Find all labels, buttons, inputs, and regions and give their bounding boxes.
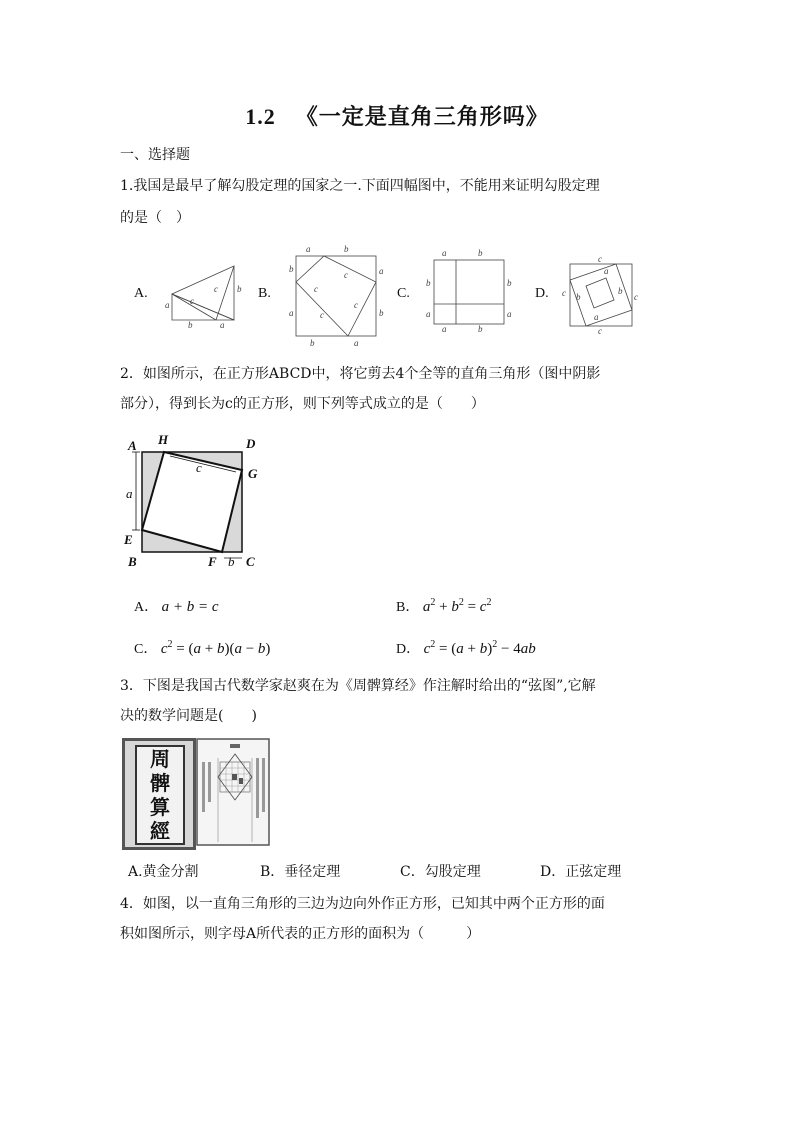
label-b: b <box>426 278 431 288</box>
page-title <box>0 100 794 131</box>
label-b: b <box>237 284 242 294</box>
q2-option-c-expr: $c^2 = (a + b)(a - b)$ <box>160 639 271 657</box>
q2-option-b-expr: $a^2 + b^2 = c^2$ <box>422 597 492 615</box>
label-b: b <box>618 286 623 296</box>
question-2-line-2: 部分），得到长为c的正方形，则下列等式成立的是（ ） <box>120 396 485 412</box>
q2-option-d <box>396 638 536 658</box>
book-char: 髀 <box>150 771 170 795</box>
vertex-c: C <box>246 554 255 569</box>
title-number: 1.2 <box>245 104 276 129</box>
label-a: a <box>442 248 447 258</box>
label-b: b <box>379 308 384 318</box>
question-3-line-2: 决的数学问题是( ) <box>120 708 257 724</box>
q2-square-figure <box>120 432 270 574</box>
q2-option-c <box>134 638 270 658</box>
label-c: c <box>314 284 318 294</box>
label-c: c <box>598 254 602 264</box>
side-a-label: a <box>126 486 133 501</box>
q3-option-c: C．勾股定理 <box>400 864 481 880</box>
label-b: b <box>289 264 294 274</box>
q1-option-a-label: A. <box>134 286 148 301</box>
label-b: b <box>478 324 483 332</box>
label-c: c <box>214 284 218 294</box>
q1-option-b-label: B. <box>258 286 271 301</box>
question-1-line-1: 1.我国是最早了解勾股定理的国家之一.下面四幅图中，不能用来证明勾股定理 <box>120 178 600 194</box>
q1-figure-a <box>164 262 244 332</box>
label-a: a <box>289 308 294 318</box>
label-c: c <box>344 270 348 280</box>
question-3-line-1: 3．下图是我国古代数学家赵爽在为《周髀算经》作注解时给出的“弦图”,它解 <box>120 678 596 694</box>
label-c: c <box>320 310 324 320</box>
q2-option-a <box>134 596 219 616</box>
label-a: a <box>165 300 170 310</box>
q2-option-b-label: B． <box>396 600 420 615</box>
label-b: b <box>478 248 483 258</box>
q2-option-d-expr: $c^2 = (a + b)^2 - 4ab$ <box>423 639 536 657</box>
label-b: b <box>344 244 349 254</box>
section-heading: 一、选择题 <box>120 147 190 163</box>
book-char: 經 <box>150 819 170 843</box>
book-char: 周 <box>150 747 170 771</box>
label-b: b <box>310 338 315 348</box>
label-a: a <box>507 309 512 319</box>
title-text: 《一定是直角三角形吗》 <box>295 104 549 130</box>
q1-option-d-label: D. <box>535 286 549 301</box>
label-c: c <box>634 292 638 302</box>
label-a: a <box>604 266 609 276</box>
xian-diagram-page <box>196 738 270 846</box>
label-a: a <box>306 244 311 254</box>
book-char: 算 <box>150 795 170 819</box>
q1-option-c-label: C. <box>397 286 410 301</box>
label-c: c <box>562 288 566 298</box>
q2-option-a-label: A． <box>134 600 159 615</box>
label-c: c <box>598 326 602 336</box>
label-a: a <box>354 338 359 348</box>
label-c: c <box>354 300 358 310</box>
q2-option-d-label: D． <box>396 642 421 657</box>
book-title-label <box>135 745 185 845</box>
vertex-f: F <box>208 554 217 569</box>
vertex-h: H <box>158 432 169 447</box>
q3-options-row <box>128 858 688 886</box>
q1-figure-b <box>284 242 384 348</box>
zhoubi-book-cover <box>122 738 196 850</box>
question-4-line-1: 4．如图，以一直角三角形的三边为边向外作正方形，已知其中两个正方形的面 <box>120 896 605 912</box>
label-b: b <box>188 320 193 330</box>
q2-option-a-expr: a + b = c <box>161 599 219 615</box>
q3-option-b: B．垂径定理 <box>260 864 341 880</box>
label-a: a <box>594 312 599 322</box>
q1-figure-c <box>420 246 520 332</box>
question-2-line-1: 2．如图所示，在正方形ABCD中，将它剪去4个全等的直角三角形（图中阴影 <box>120 366 601 382</box>
label-a: a <box>426 309 431 319</box>
side-b-label: b <box>228 554 235 569</box>
q3-option-d: D．正弦定理 <box>540 864 622 880</box>
label-c: c <box>190 296 194 306</box>
q2-option-c-label: C． <box>134 642 158 657</box>
vertex-b: B <box>128 554 137 569</box>
label-a: a <box>442 324 447 332</box>
vertex-e: E <box>124 532 133 547</box>
vertex-d: D <box>246 436 256 451</box>
side-c-label: c <box>196 460 202 475</box>
q2-option-b <box>396 596 491 616</box>
question-1-line-2: 的是（ ） <box>120 210 190 226</box>
q1-figure-d <box>560 254 644 336</box>
vertex-g: G <box>248 466 258 481</box>
question-4-line-2: 积如图所示，则字母A所代表的正方形的面积为（ ） <box>120 926 481 942</box>
q3-option-a: A.黄金分割 <box>128 864 199 880</box>
label-b: b <box>576 292 581 302</box>
label-b: b <box>507 278 512 288</box>
vertex-a: A <box>128 438 137 453</box>
label-a: a <box>379 266 384 276</box>
label-a: a <box>220 320 225 330</box>
